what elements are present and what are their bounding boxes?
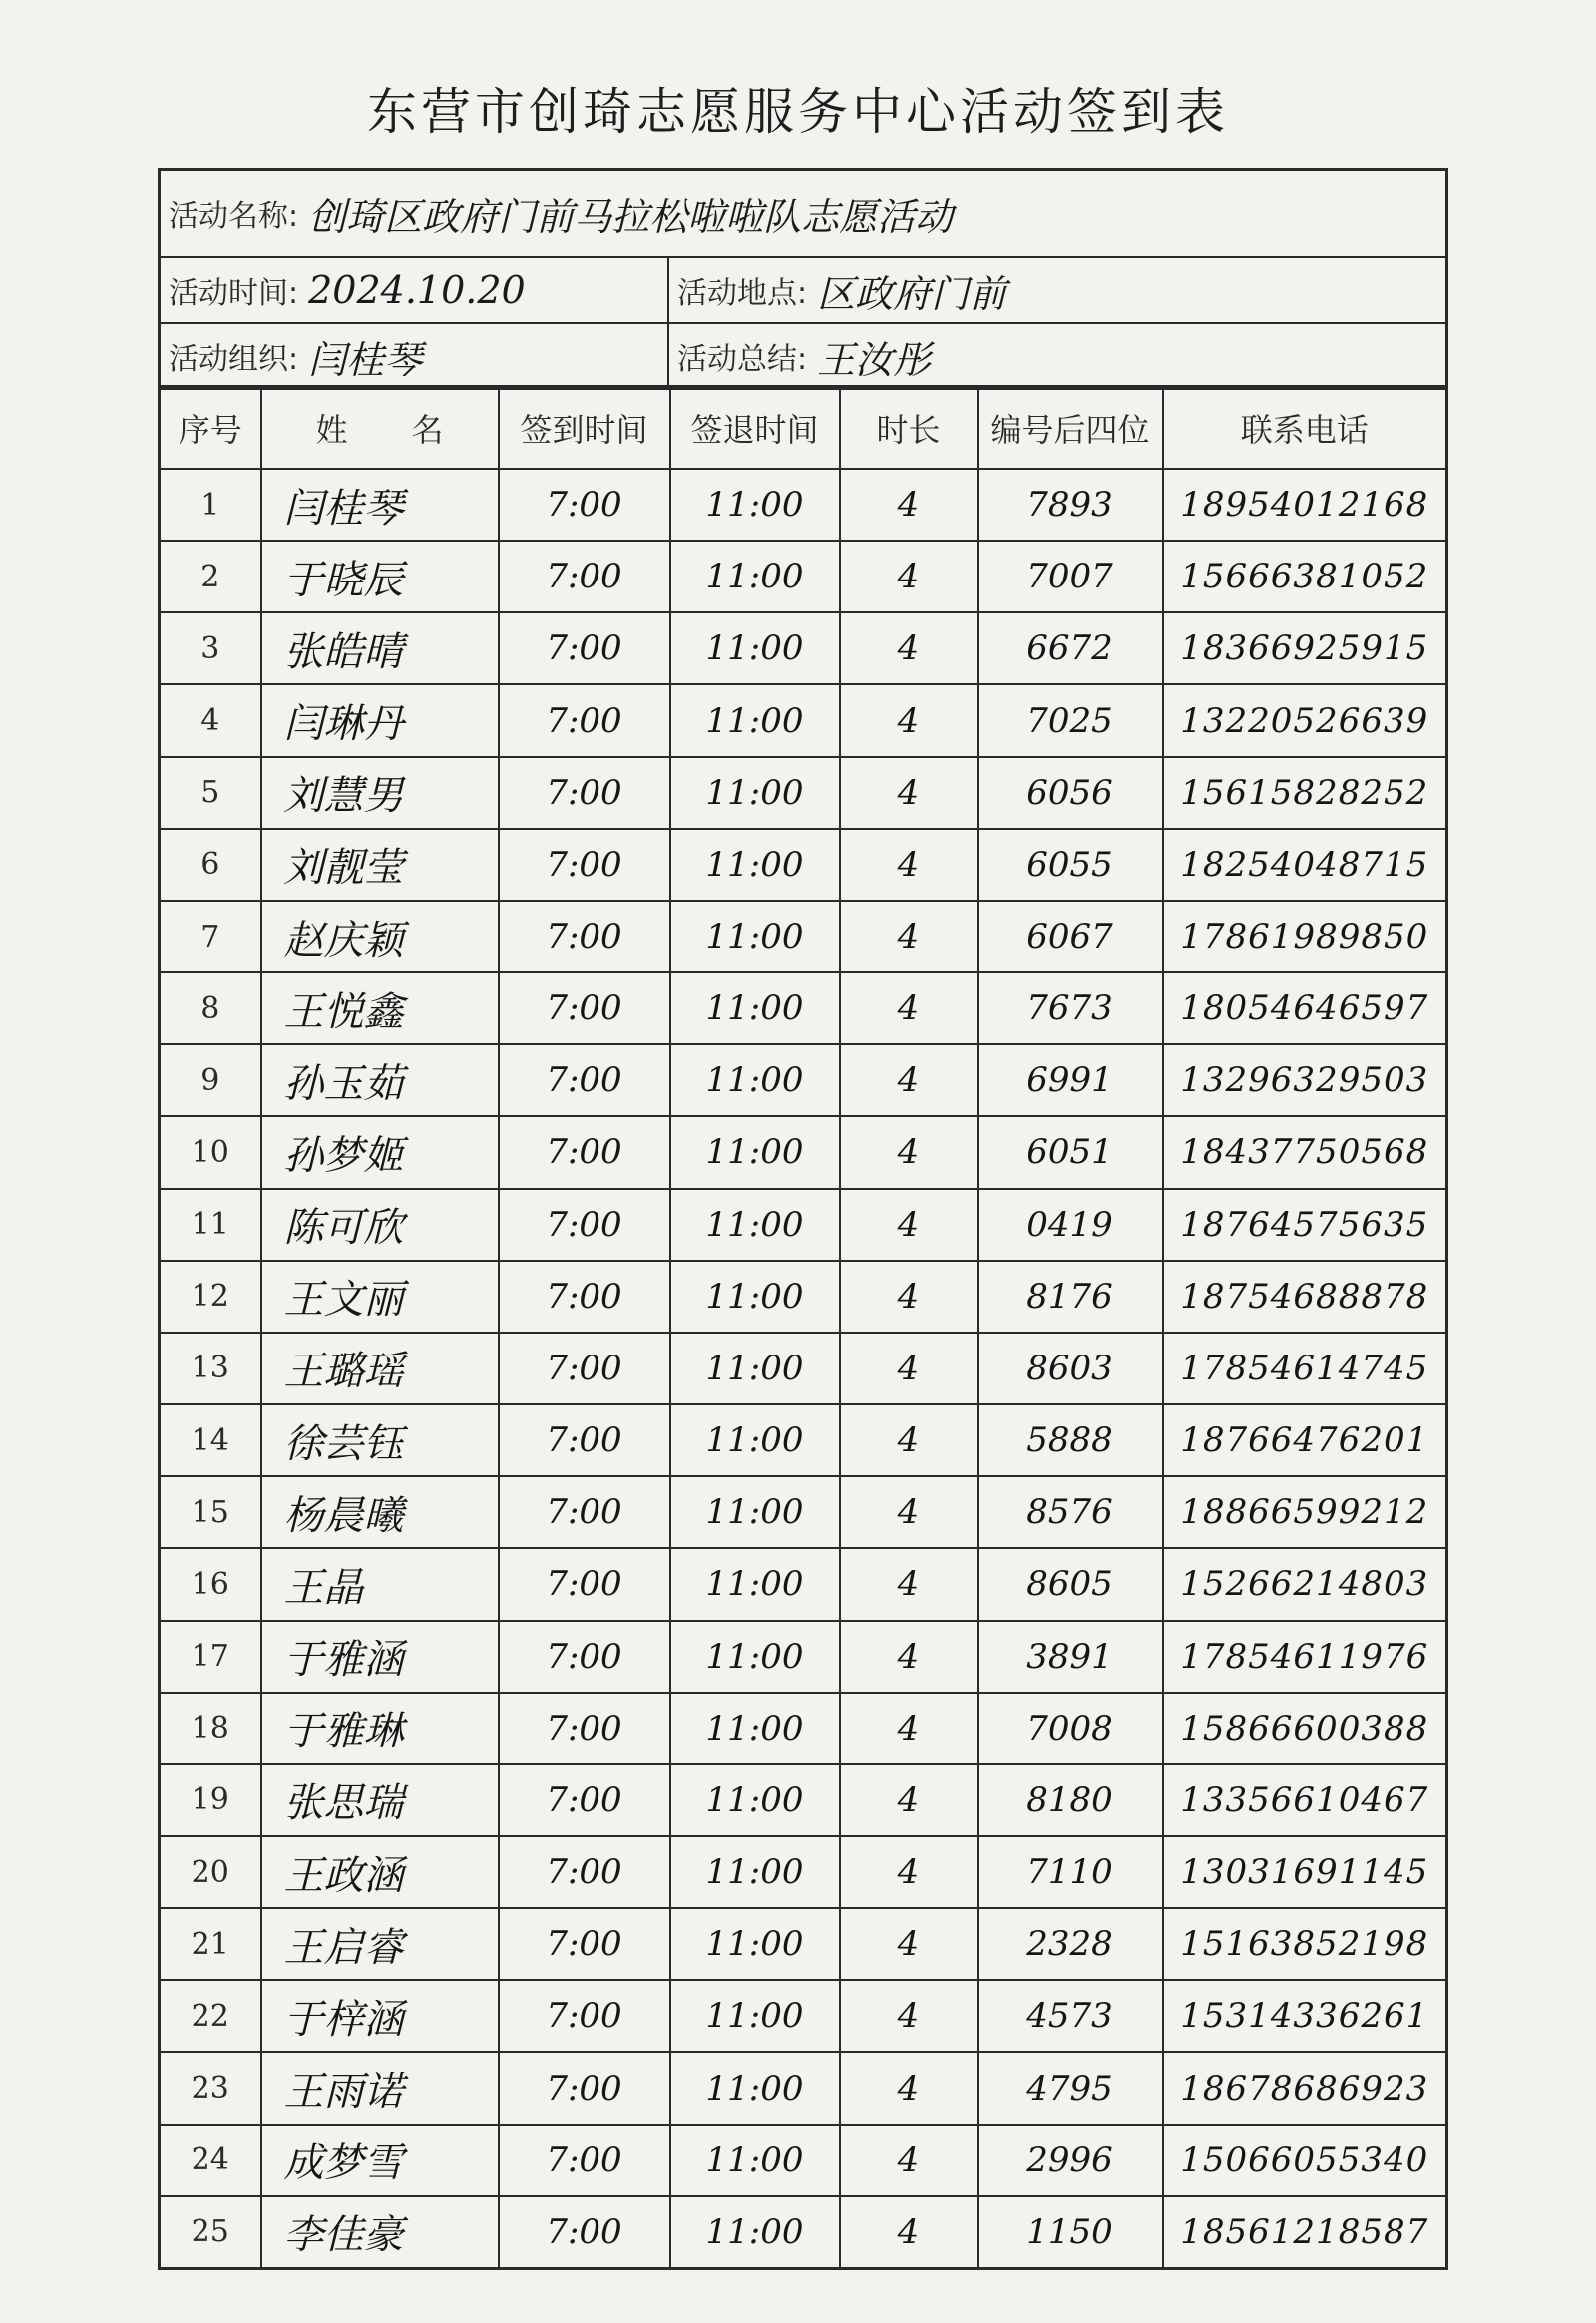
row-phone: 18678686923	[1163, 2052, 1447, 2124]
row-sign-in-time: 7:00	[499, 469, 670, 541]
row-seq: 3	[160, 612, 261, 684]
row-seq: 21	[160, 1908, 261, 1980]
row-sign-in-time: 7:00	[499, 2125, 670, 2196]
row-name: 于雅琳	[261, 1693, 499, 1764]
table-row	[160, 1404, 1447, 1476]
row-hours: 4	[840, 1189, 978, 1261]
row-id-last4: 8176	[978, 1261, 1163, 1333]
row-hours: 4	[840, 901, 978, 972]
row-sign-out-time: 11:00	[670, 2125, 840, 2196]
row-phone: 13031691145	[1163, 1836, 1447, 1908]
row-sign-in-time: 7:00	[499, 829, 670, 901]
row-sign-in-time: 7:00	[499, 972, 670, 1044]
row-seq: 6	[160, 829, 261, 901]
row-name: 王悦鑫	[261, 972, 499, 1044]
row-sign-out-time: 11:00	[670, 1980, 840, 2052]
row-sign-in-time: 7:00	[499, 1116, 670, 1188]
row-hours: 4	[840, 1693, 978, 1764]
activity-place-value: 区政府门前	[817, 271, 1007, 316]
row-sign-out-time: 11:00	[670, 684, 840, 756]
row-name: 孙梦姬	[261, 1116, 499, 1188]
row-phone: 13220526639	[1163, 684, 1447, 756]
row-id-last4: 3891	[978, 1621, 1163, 1693]
column-header-phone: 联系电话	[1163, 387, 1447, 470]
row-name: 王文丽	[261, 1261, 499, 1333]
row-seq: 18	[160, 1693, 261, 1764]
row-name: 王启睿	[261, 1908, 499, 1980]
table-row	[160, 1908, 1447, 1980]
row-name: 张思瑞	[261, 1764, 499, 1836]
row-phone: 15163852198	[1163, 1908, 1447, 1980]
row-sign-out-time: 11:00	[670, 1764, 840, 1836]
table-row	[160, 1980, 1447, 2052]
activity-time-value: 2024.10.20	[308, 268, 526, 312]
row-sign-in-time: 7:00	[499, 1476, 670, 1548]
row-seq: 25	[160, 2196, 261, 2269]
row-seq: 7	[160, 901, 261, 972]
row-id-last4: 8576	[978, 1476, 1163, 1548]
row-hours: 4	[840, 1044, 978, 1116]
row-seq: 20	[160, 1836, 261, 1908]
row-name: 闫琳丹	[261, 684, 499, 756]
row-id-last4: 7673	[978, 972, 1163, 1044]
column-header-id4: 编号后四位	[978, 387, 1163, 470]
row-name: 陈可欣	[261, 1189, 499, 1261]
row-sign-out-time: 11:00	[670, 972, 840, 1044]
table-row	[160, 1764, 1447, 1836]
activity-name-label: 活动名称:	[169, 199, 299, 234]
row-sign-in-time: 7:00	[499, 541, 670, 612]
sign-in-table	[158, 385, 1448, 2270]
row-hours: 4	[840, 1548, 978, 1620]
row-seq: 16	[160, 1548, 261, 1620]
row-hours: 4	[840, 757, 978, 829]
row-name: 成梦雪	[261, 2125, 499, 2196]
row-seq: 24	[160, 2125, 261, 2196]
row-seq: 9	[160, 1044, 261, 1116]
row-name: 杨晨曦	[261, 1476, 499, 1548]
row-id-last4: 0419	[978, 1189, 1163, 1261]
row-seq: 11	[160, 1189, 261, 1261]
row-id-last4: 7893	[978, 469, 1163, 541]
row-seq: 22	[160, 1980, 261, 2052]
table-row	[160, 1333, 1447, 1404]
row-seq: 5	[160, 757, 261, 829]
table-row	[160, 1836, 1447, 1908]
row-phone: 15666381052	[1163, 541, 1447, 612]
row-seq: 13	[160, 1333, 261, 1404]
row-name: 王雨诺	[261, 2052, 499, 2124]
row-name: 于雅涵	[261, 1621, 499, 1693]
table-row	[160, 901, 1447, 972]
row-sign-out-time: 11:00	[670, 757, 840, 829]
row-sign-out-time: 11:00	[670, 469, 840, 541]
row-seq: 8	[160, 972, 261, 1044]
row-seq: 4	[160, 684, 261, 756]
row-sign-out-time: 11:00	[670, 1621, 840, 1693]
row-name: 孙玉茹	[261, 1044, 499, 1116]
row-phone: 13356610467	[1163, 1764, 1447, 1836]
row-seq: 19	[160, 1764, 261, 1836]
activity-summary-value: 王汝彤	[817, 337, 932, 382]
table-row	[160, 1261, 1447, 1333]
row-sign-in-time: 7:00	[499, 1980, 670, 2052]
row-name: 于梓涵	[261, 1980, 499, 2052]
row-id-last4: 6056	[978, 757, 1163, 829]
row-id-last4: 4573	[978, 1980, 1163, 2052]
row-name: 王璐瑶	[261, 1333, 499, 1404]
row-phone: 18254048715	[1163, 829, 1447, 901]
row-seq: 2	[160, 541, 261, 612]
row-hours: 4	[840, 1836, 978, 1908]
row-phone: 15066055340	[1163, 2125, 1447, 2196]
row-hours: 4	[840, 1980, 978, 2052]
table-row	[160, 2125, 1447, 2196]
row-hours: 4	[840, 972, 978, 1044]
row-sign-out-time: 11:00	[670, 1261, 840, 1333]
row-sign-out-time: 11:00	[670, 1476, 840, 1548]
row-hours: 4	[840, 1908, 978, 1980]
row-sign-out-time: 11:00	[670, 612, 840, 684]
row-id-last4: 6067	[978, 901, 1163, 972]
row-sign-out-time: 11:00	[670, 1404, 840, 1476]
row-name: 赵庆颖	[261, 901, 499, 972]
activity-org-label: 活动组织:	[169, 342, 299, 377]
row-name: 于晓辰	[261, 541, 499, 612]
row-sign-in-time: 7:00	[499, 612, 670, 684]
row-sign-out-time: 11:00	[670, 901, 840, 972]
row-id-last4: 8605	[978, 1548, 1163, 1620]
row-name: 李佳豪	[261, 2196, 499, 2269]
activity-info-block	[158, 168, 1448, 390]
activity-name-row	[161, 171, 1445, 258]
row-hours: 4	[840, 1476, 978, 1548]
row-phone: 17854611976	[1163, 1621, 1447, 1693]
row-sign-out-time: 11:00	[670, 1548, 840, 1620]
row-id-last4: 8603	[978, 1333, 1163, 1404]
row-phone: 18366925915	[1163, 612, 1447, 684]
row-phone: 18866599212	[1163, 1476, 1447, 1548]
row-id-last4: 7008	[978, 1693, 1163, 1764]
row-sign-out-time: 11:00	[670, 1836, 840, 1908]
row-hours: 4	[840, 612, 978, 684]
row-id-last4: 6991	[978, 1044, 1163, 1116]
row-sign-in-time: 7:00	[499, 1548, 670, 1620]
sheet-title: 东营市创琦志愿服务中心活动签到表	[367, 83, 1229, 141]
table-row	[160, 684, 1447, 756]
row-name: 闫桂琴	[261, 469, 499, 541]
row-sign-in-time: 7:00	[499, 1261, 670, 1333]
row-phone: 18764575635	[1163, 1189, 1447, 1261]
table-row	[160, 1476, 1447, 1548]
row-name: 刘靓莹	[261, 829, 499, 901]
row-phone: 17861989850	[1163, 901, 1447, 972]
row-hours: 4	[840, 2052, 978, 2124]
row-hours: 4	[840, 1261, 978, 1333]
table-row	[160, 1189, 1447, 1261]
row-phone: 18954012168	[1163, 469, 1447, 541]
activity-org-summary-row	[161, 324, 1445, 390]
row-hours: 4	[840, 1621, 978, 1693]
row-sign-out-time: 11:00	[670, 1333, 840, 1404]
activity-org-value: 闫桂琴	[308, 337, 423, 382]
table-row	[160, 1116, 1447, 1188]
row-id-last4: 2996	[978, 2125, 1163, 2196]
row-phone: 18054646597	[1163, 972, 1447, 1044]
row-sign-out-time: 11:00	[670, 829, 840, 901]
table-body	[160, 469, 1447, 2269]
activity-summary-label: 活动总结:	[677, 342, 808, 377]
row-sign-out-time: 11:00	[670, 541, 840, 612]
row-hours: 4	[840, 1404, 978, 1476]
row-name: 刘慧男	[261, 757, 499, 829]
row-sign-out-time: 11:00	[670, 1693, 840, 1764]
row-phone: 17854614745	[1163, 1333, 1447, 1404]
row-sign-out-time: 11:00	[670, 2196, 840, 2269]
row-id-last4: 7025	[978, 684, 1163, 756]
row-sign-in-time: 7:00	[499, 1764, 670, 1836]
row-sign-in-time: 7:00	[499, 2052, 670, 2124]
table-row	[160, 972, 1447, 1044]
row-id-last4: 5888	[978, 1404, 1163, 1476]
row-seq: 1	[160, 469, 261, 541]
row-id-last4: 7110	[978, 1836, 1163, 1908]
row-id-last4: 1150	[978, 2196, 1163, 2269]
row-sign-in-time: 7:00	[499, 901, 670, 972]
row-sign-out-time: 11:00	[670, 1116, 840, 1188]
row-id-last4: 6055	[978, 829, 1163, 901]
row-sign-in-time: 7:00	[499, 1404, 670, 1476]
table-row	[160, 1044, 1447, 1116]
row-seq: 23	[160, 2052, 261, 2124]
row-phone: 15866600388	[1163, 1693, 1447, 1764]
column-header-hours: 时长	[840, 387, 978, 470]
row-hours: 4	[840, 2125, 978, 2196]
column-header-name: 姓 名	[261, 387, 499, 470]
row-seq: 10	[160, 1116, 261, 1188]
row-sign-out-time: 11:00	[670, 2052, 840, 2124]
row-sign-in-time: 7:00	[499, 1693, 670, 1764]
row-id-last4: 4795	[978, 2052, 1163, 2124]
table-header-row	[160, 387, 1447, 470]
row-sign-out-time: 11:00	[670, 1044, 840, 1116]
row-sign-in-time: 7:00	[499, 1044, 670, 1116]
row-id-last4: 6672	[978, 612, 1163, 684]
row-hours: 4	[840, 2196, 978, 2269]
row-hours: 4	[840, 541, 978, 612]
row-name: 王晶	[261, 1548, 499, 1620]
row-sign-in-time: 7:00	[499, 2196, 670, 2269]
table-row	[160, 829, 1447, 901]
row-phone: 15266214803	[1163, 1548, 1447, 1620]
row-id-last4: 6051	[978, 1116, 1163, 1188]
row-hours: 4	[840, 829, 978, 901]
row-phone: 15615828252	[1163, 757, 1447, 829]
row-id-last4: 7007	[978, 541, 1163, 612]
row-sign-in-time: 7:00	[499, 1621, 670, 1693]
table-row	[160, 1548, 1447, 1620]
row-id-last4: 2328	[978, 1908, 1163, 1980]
row-id-last4: 8180	[978, 1764, 1163, 1836]
activity-time-label: 活动时间:	[169, 276, 299, 311]
row-name: 徐芸钰	[261, 1404, 499, 1476]
row-phone: 18561218587	[1163, 2196, 1447, 2269]
row-seq: 12	[160, 1261, 261, 1333]
row-hours: 4	[840, 1116, 978, 1188]
row-sign-in-time: 7:00	[499, 1333, 670, 1404]
row-sign-in-time: 7:00	[499, 1189, 670, 1261]
table-row	[160, 469, 1447, 541]
row-name: 张皓晴	[261, 612, 499, 684]
table-row	[160, 612, 1447, 684]
row-name: 王政涵	[261, 1836, 499, 1908]
row-seq: 14	[160, 1404, 261, 1476]
column-header-sign-in: 签到时间	[499, 387, 670, 470]
row-hours: 4	[840, 469, 978, 541]
row-sign-in-time: 7:00	[499, 684, 670, 756]
row-hours: 4	[840, 1764, 978, 1836]
row-hours: 4	[840, 1333, 978, 1404]
row-phone: 18437750568	[1163, 1116, 1447, 1188]
row-sign-in-time: 7:00	[499, 1908, 670, 1980]
row-phone: 18754688878	[1163, 1261, 1447, 1333]
column-header-sign-out: 签退时间	[670, 387, 840, 470]
table-row	[160, 1621, 1447, 1693]
table-row	[160, 757, 1447, 829]
row-hours: 4	[840, 684, 978, 756]
row-sign-in-time: 7:00	[499, 1836, 670, 1908]
table-row	[160, 2052, 1447, 2124]
table-row	[160, 541, 1447, 612]
row-seq: 15	[160, 1476, 261, 1548]
row-phone: 15314336261	[1163, 1980, 1447, 2052]
table-row	[160, 1693, 1447, 1764]
row-sign-out-time: 11:00	[670, 1189, 840, 1261]
activity-name-value: 创琦区政府门前马拉松啦啦队志愿活动	[308, 194, 954, 239]
row-sign-out-time: 11:00	[670, 1908, 840, 1980]
row-seq: 17	[160, 1621, 261, 1693]
row-phone: 13296329503	[1163, 1044, 1447, 1116]
column-header-seq: 序号	[160, 387, 261, 470]
activity-place-label: 活动地点:	[677, 276, 808, 311]
table-row	[160, 2196, 1447, 2269]
row-phone: 18766476201	[1163, 1404, 1447, 1476]
row-sign-in-time: 7:00	[499, 757, 670, 829]
activity-time-place-row	[161, 258, 1445, 324]
